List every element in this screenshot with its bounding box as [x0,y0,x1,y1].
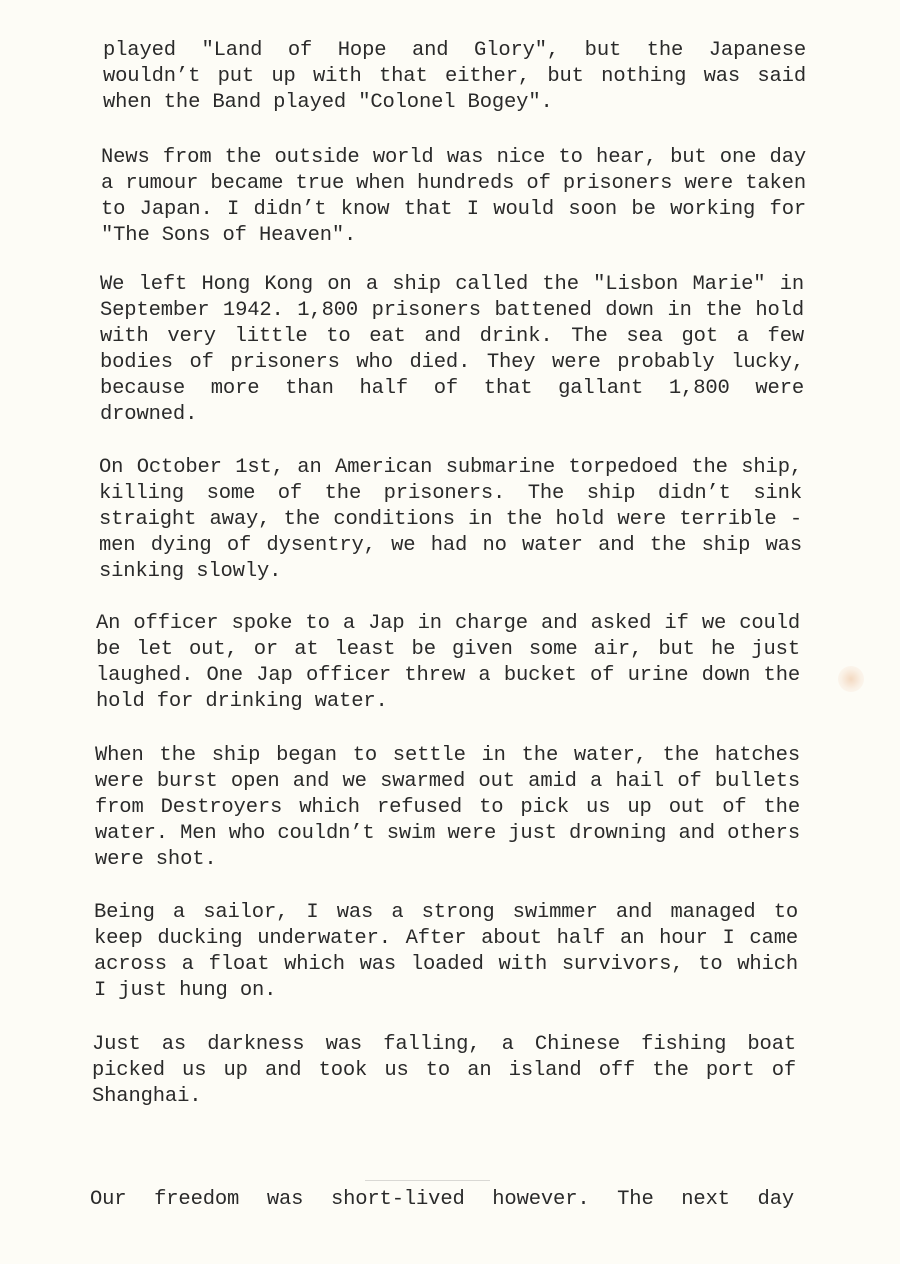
paragraph-being-sailor: Being a sailor, I was a strong swimmer and managed to keep ducking underwater. After about half an hour I came across a float which was loaded with survivors, to which I just hung on. [94,901,798,1002]
paragraph-freedom-short-lived: Our freedom was short-lived however. The next day [90,1188,794,1211]
paper-stain [838,666,864,692]
paragraph-left-hong-kong: We left Hong Kong on a ship called the "Lisbon Marie" in September 1942. 1,800 prisoners battened down in the hold with very little to eat and drink. The sea got a few bodies of prisoners who died. They were probably lucky, because more than half of that gallant 1,800 were drowned. [100,273,804,426]
paper-fold-mark [365,1180,490,1181]
paragraph-officer-spoke: An officer spoke to a Jap in charge and asked if we could be let out, or at least be given some air, but he just laughed. One Jap officer threw a bucket of urine down the hold for drinking water. [96,612,800,713]
paragraph-ship-settle: When the ship began to settle in the water, the hatches were burst open and we swarmed out amid a hail of bullets from Destroyers which refused to pick us up out of the water. Men who couldn’t swim were just drowning and others were shot. [95,744,800,871]
paragraph-land-of-hope: played "Land of Hope and Glory", but the Japanese wouldn’t put up with that either, but nothing was said when the Band played "Colonel Bogey". [103,39,806,114]
paragraph-news-outside-world: News from the outside world was nice to hear, but one day a rumour became true when hundreds of prisoners were taken to Japan. I didn’t know that I would soon be working for "The Sons of Heaven". [101,146,806,247]
paragraph-torpedoed: On October 1st, an American submarine torpedoed the ship, killing some of the prisoners. The ship didn’t sink straight away, the conditions in the hold were terrible - men dying of dysentry, we had no water and the ship was sinking slowly. [99,456,802,583]
paragraph-fishing-boat: Just as darkness was falling, a Chinese fishing boat picked us up and took us to an island off the port of Shanghai. [92,1033,796,1108]
